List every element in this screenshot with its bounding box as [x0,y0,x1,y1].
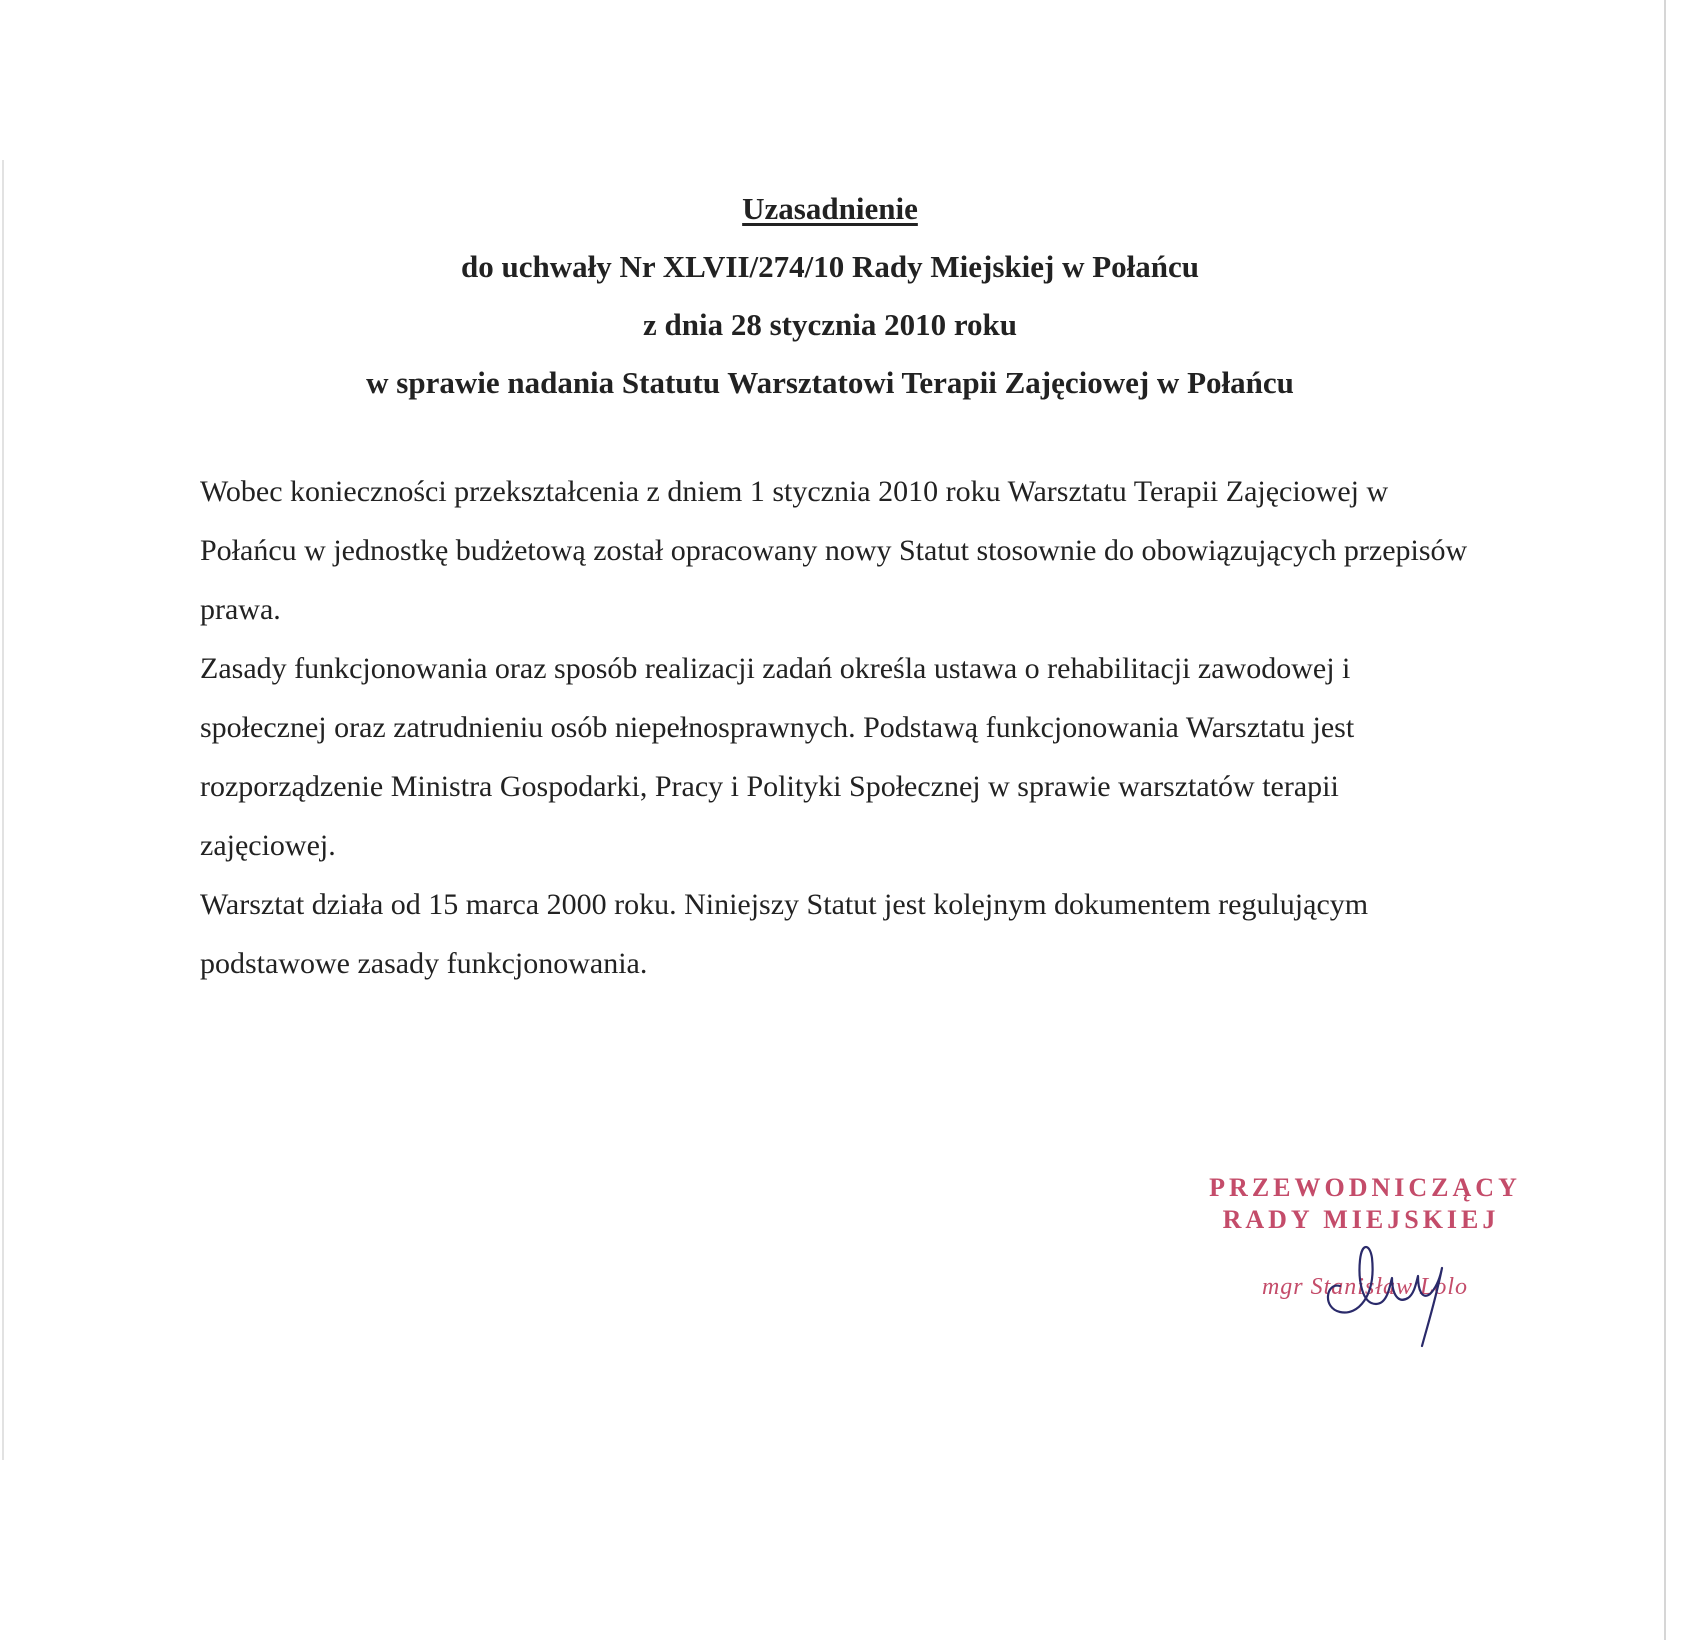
header-line-resolution: do uchwały Nr XLVII/274/10 Rady Miejskiej w Połańcu [460,249,1200,284]
paragraph-1: Wobec konieczności przekształcenia z dniem 1 stycznia 2010 roku Warsztatu Terapii Zajęciowej w Połańcu w jednostkę budżetową został opracowany nowy Statut stosownie do obowiązujących przepisów prawa. [200,475,1468,626]
header-line-subject: w sprawie nadania Statutu Warsztatowi Terapii Zajęciowej w Połańcu [366,365,1294,400]
signature-icon [1318,1238,1458,1348]
header-line-date: z dnia 28 stycznia 2010 roku [642,307,1018,342]
paragraph-2: Zasady funkcjonowania oraz sposób realizacji zadań określa ustawa o rehabilitacji zawodowej i społecznej oraz zatrudnieniu osób niepełnosprawnych. Podstawą funkcjonowania Warsztatu jest rozporządzenie Ministra Gospodarki, Pracy i Polityki Społecznej w sprawie warsztatów terapii zajęciowej. [200,652,1355,862]
stamp-line-2: RADY MIEJSKIEJ [1222,1205,1500,1234]
scan-edge-right [1664,0,1666,1640]
stamp-name: mgr Stanisław Lolo [1261,1274,1469,1300]
document-header [0,180,1660,412]
document-title: Uzasadnienie [742,191,918,226]
document-body [200,462,1470,993]
stamp-line-1: PRZEWODNICZĄCY [1209,1173,1521,1202]
paragraph-3: Warsztat działa od 15 marca 2000 roku. Niniejszy Statut jest kolejnym dokumentem regulującym podstawowe zasady funkcjonowania. [200,888,1369,980]
